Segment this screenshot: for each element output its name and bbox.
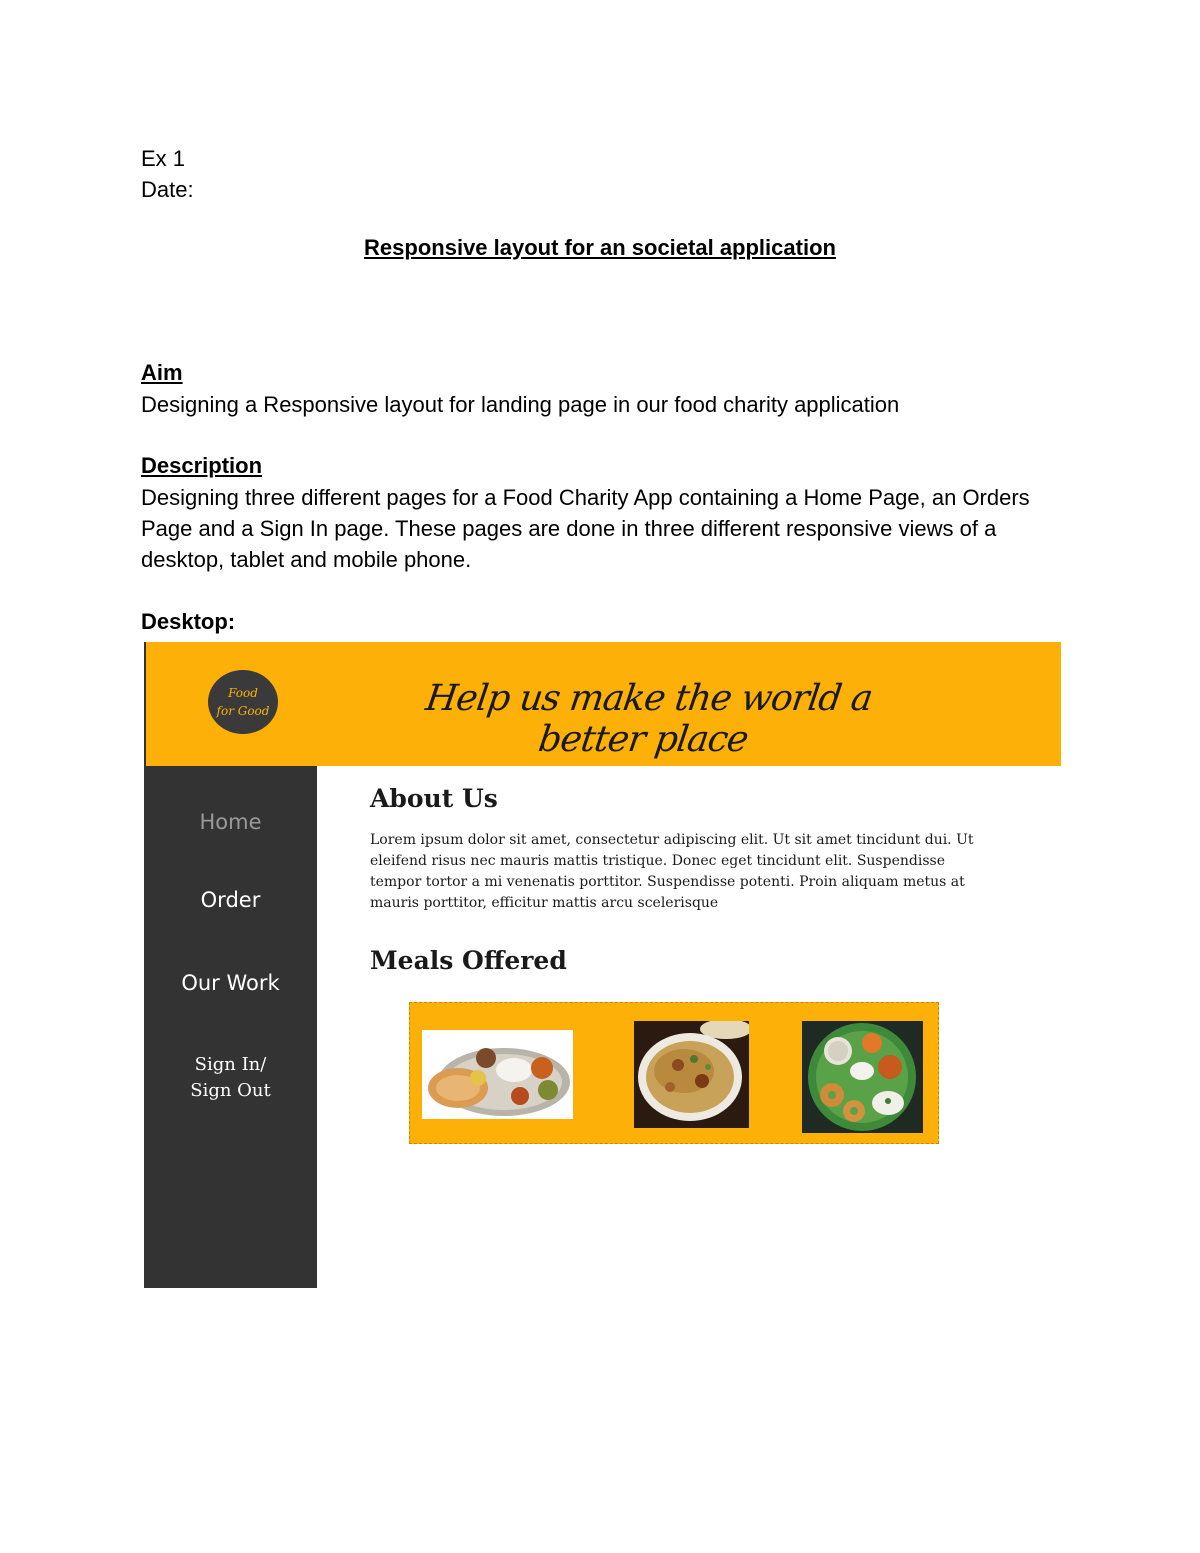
- meal-image-biryani[interactable]: [634, 1021, 749, 1128]
- nav-item-home[interactable]: Home: [199, 810, 262, 834]
- logo-text-line1: Food: [228, 686, 258, 700]
- sign-in-label: Sign In/: [194, 1054, 267, 1075]
- nav-item-order[interactable]: Order: [200, 888, 261, 912]
- tagline: Help us make the world a better place: [423, 678, 875, 760]
- exercise-header: [141, 143, 194, 205]
- meals-heading: Meals Offered: [370, 946, 567, 975]
- description-heading: Description: [141, 453, 263, 478]
- about-text: Lorem ipsum dolor sit amet, consectetur adipiscing elit. Ut sit amet tincidunt dui. Ut eleifend risus nec mauris mattis tristique. Donec eget tincidunt elit. Suspendisse tempor tortor a mi venenatis porttitor. Suspendisse potenti. Proin aliquam metus at mauris porttitor, efficitur mattis arcu scelerisque: [370, 832, 974, 911]
- meal-image-thali[interactable]: [422, 1030, 573, 1119]
- nav-item-our-work[interactable]: Our Work: [181, 971, 280, 995]
- aim-text: Designing a Responsive layout for landing page in our food charity application: [141, 392, 900, 417]
- logo[interactable]: [208, 670, 278, 734]
- date-label: Date:: [141, 177, 194, 202]
- nav-item-sign-in-out[interactable]: [144, 1052, 317, 1104]
- sidebar: [144, 766, 317, 1288]
- aim-heading: Aim: [141, 360, 183, 385]
- mockup-header: [144, 642, 1061, 766]
- meal-image-south-indian[interactable]: [802, 1021, 923, 1133]
- desktop-mockup: [144, 642, 1061, 1288]
- document-title: Responsive layout for an societal application: [364, 235, 836, 260]
- sign-out-label: Sign Out: [190, 1080, 271, 1101]
- description-text: Designing three different pages for a Food Charity App containing a Home Page, an Orders Page and a Sign In page. These pages are done in three different responsive views of a desktop, tablet and mobile phone.: [141, 485, 1030, 572]
- desktop-label: Desktop:: [141, 609, 236, 634]
- exercise-number: Ex 1: [141, 146, 186, 171]
- logo-text-line2: for Good: [216, 704, 270, 718]
- meals-gallery: [409, 1002, 939, 1144]
- about-heading: About Us: [370, 784, 498, 813]
